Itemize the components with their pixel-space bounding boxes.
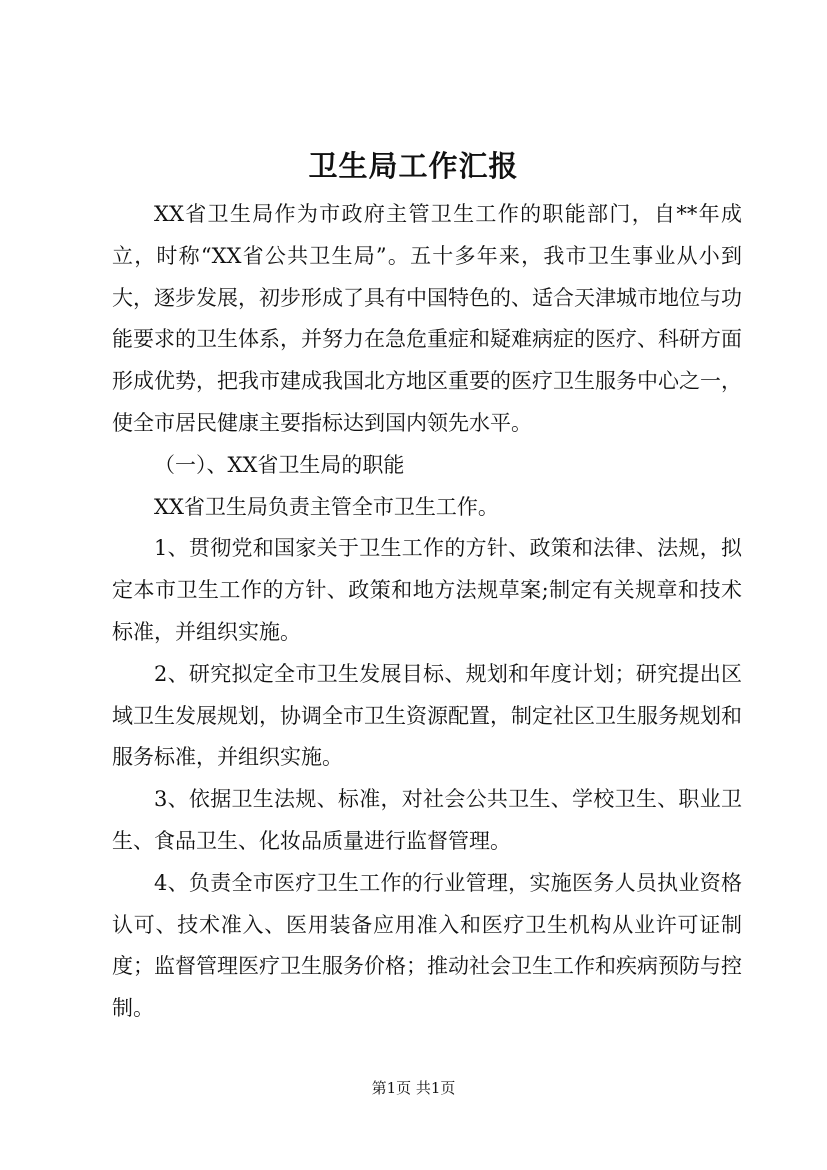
paragraph-intro: XX省卫生局作为市政府主管卫生工作的职能部门，自**年成立，时称“XX省公共卫生局”。五十多年来，我市卫生事业从小到大，逐步发展，初步形成了具有中国特色的、适合天津城市地位与功能要求的卫生体系，并努力在急危重症和疑难病症的医疗、科研方面形成优势，把我市建成我国北方地区重要的医疗卫生服务中心之一，使全市居民健康主要指标达到国内领先水平。 bbox=[112, 202, 742, 435]
paragraph-item-1: 1、贯彻党和国家关于卫生工作的方针、政策和法律、法规，拟定本市卫生工作的方针、政策和地方法规草案;制定有关规章和技术标准，并组织实施。 bbox=[112, 536, 742, 644]
paragraph-item-3: 3、依据卫生法规、标准，对社会公共卫生、学校卫生、职业卫生、食品卫生、化妆品质量进行监督管理。 bbox=[112, 787, 742, 853]
document-title: 卫生局工作汇报 bbox=[308, 149, 519, 183]
paragraph-summary: XX省卫生局负责主管全市卫生工作。 bbox=[154, 494, 499, 519]
section-heading-functions: （一）、XX省卫生局的职能 bbox=[154, 452, 405, 477]
paragraph-item-4: 4、负责全市医疗卫生工作的行业管理，实施医务人员执业资格认可、技术准入、医用装备应用准入和医疗卫生机构从业许可证制度；监督管理医疗卫生服务价格；推动社会卫生工作和疾病预防与控制。 bbox=[112, 870, 742, 1021]
page-number-footer: 第1页 共1页 bbox=[371, 1079, 456, 1097]
paragraph-item-2: 2、研究拟定全市卫生发展目标、规划和年度计划；研究提出区域卫生发展规划，协调全市卫生资源配置，制定社区卫生服务规划和服务标准，并组织实施。 bbox=[112, 661, 742, 770]
document-body bbox=[112, 194, 742, 1030]
